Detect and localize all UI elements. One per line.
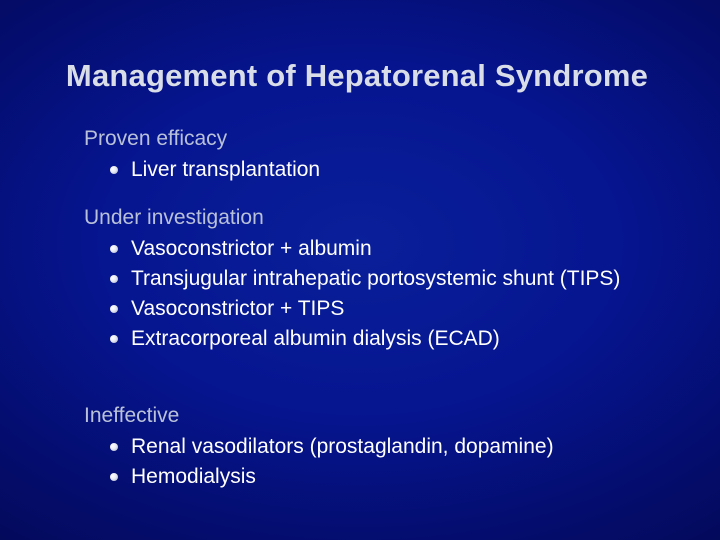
list-item — [84, 293, 666, 323]
section-heading: Under investigation — [84, 206, 264, 229]
bullet-dot-icon — [110, 443, 118, 451]
list-item — [84, 461, 554, 491]
bullet-dot-icon — [110, 245, 118, 253]
bullet-dot-icon — [110, 335, 118, 343]
list-item-text: Vasoconstrictor + albumin — [131, 237, 372, 260]
list-item-text: Transjugular intrahepatic portosystemic shunt (TIPS) — [131, 267, 621, 290]
bullet-dot-icon — [110, 305, 118, 313]
list-item-text: Vasoconstrictor + TIPS — [131, 297, 345, 320]
list-item — [84, 263, 666, 293]
section-heading: Proven efficacy — [84, 127, 228, 150]
bullet-dot-icon — [110, 275, 118, 283]
list-item — [84, 154, 320, 184]
slide-title: Management of Hepatorenal Syndrome — [65, 58, 649, 93]
list-item — [84, 233, 666, 263]
list-item — [84, 431, 554, 461]
list-item-text: Liver transplantation — [131, 158, 321, 181]
list-item-text: Renal vasodilators (prostaglandin, dopamine) — [131, 435, 554, 458]
section-under-investigation — [84, 203, 666, 353]
section-heading: Ineffective — [84, 404, 180, 427]
section-ineffective — [84, 401, 554, 491]
bullet-dot-icon — [110, 473, 118, 481]
list-item — [84, 323, 666, 353]
bullet-dot-icon — [110, 166, 118, 174]
list-item-text: Extracorporeal albumin dialysis (ECAD) — [131, 327, 500, 350]
section-proven-efficacy — [84, 124, 320, 184]
list-item-text: Hemodialysis — [131, 465, 256, 488]
